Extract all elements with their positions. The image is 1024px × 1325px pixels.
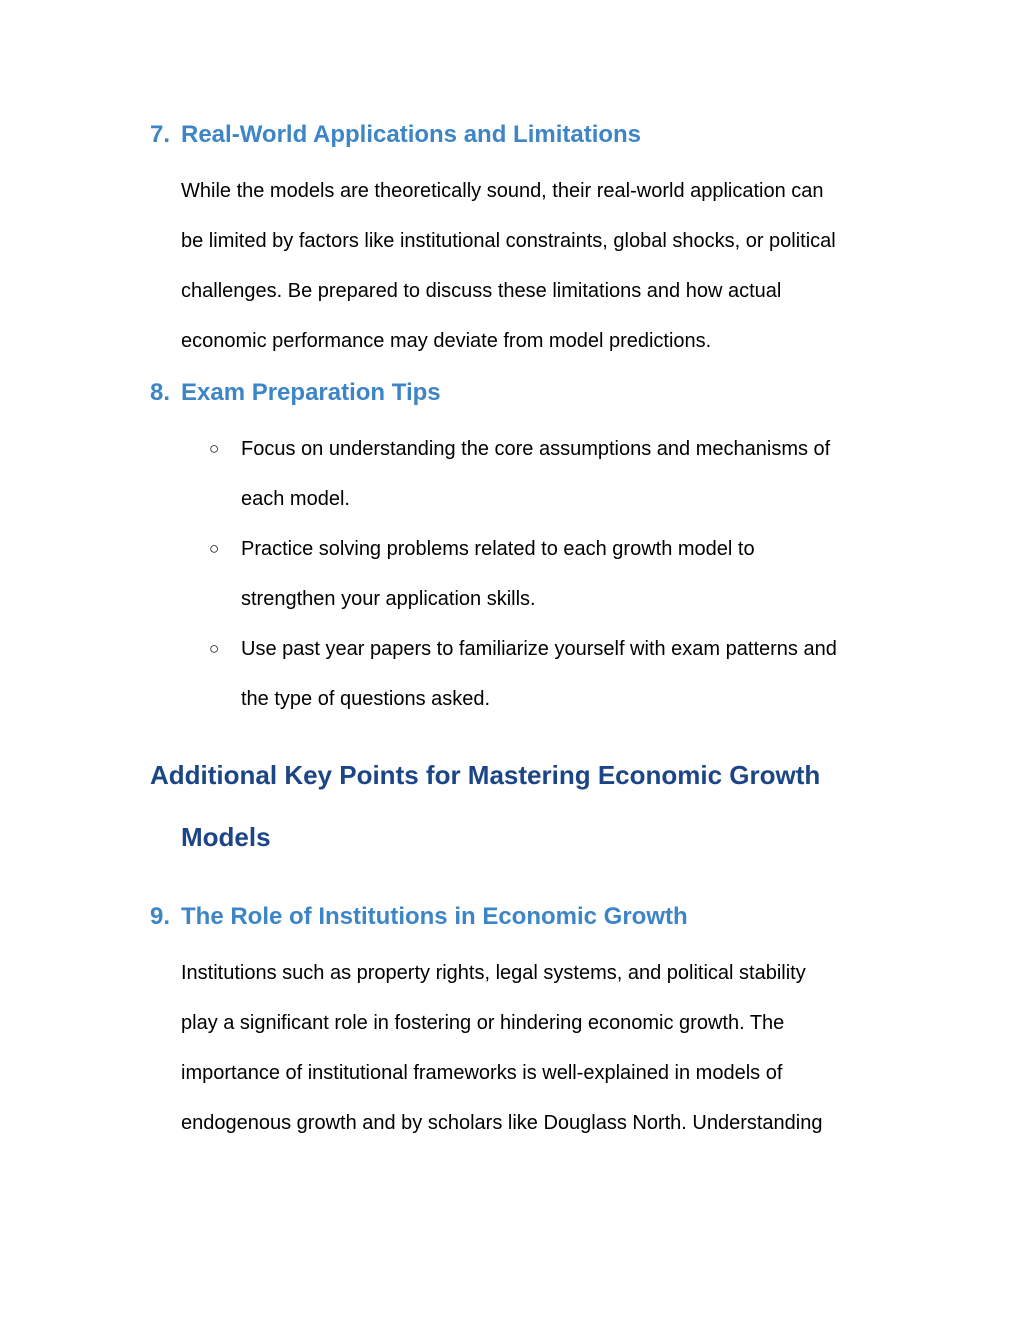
hollow-circle-bullet-icon: ○ <box>209 639 220 658</box>
list-item-line: strengthen your application skills. <box>241 588 536 610</box>
list-item-line: Focus on understanding the core assumptions and mechanisms of <box>241 438 831 460</box>
section-8-title: Exam Preparation Tips <box>181 379 441 406</box>
list-item-line: Practice solving problems related to each growth model to <box>241 538 755 560</box>
hollow-circle-bullet-icon: ○ <box>209 439 220 458</box>
paragraph-line: challenges. Be prepared to discuss these limitations and how actual <box>181 280 782 302</box>
paragraph-line: economic performance may deviate from model predictions. <box>181 330 712 352</box>
heading-line: Models <box>181 822 271 852</box>
section-7-title: Real-World Applications and Limitations <box>181 121 642 148</box>
paragraph-line: While the models are theoretically sound, their real-world application can <box>181 180 824 202</box>
paragraph-line: endogenous growth and by scholars like Douglass North. Understanding <box>181 1112 823 1134</box>
paragraph-line: be limited by factors like institutional constraints, global shocks, or political <box>181 230 836 252</box>
section-9-number: 9. <box>150 903 171 930</box>
paragraph-line: importance of institutional frameworks is well-explained in models of <box>181 1062 783 1084</box>
section-9-title: The Role of Institutions in Economic Growth <box>181 903 688 930</box>
section-8-number: 8. <box>150 379 171 406</box>
list-item-line: the type of questions asked. <box>241 688 491 710</box>
list-item-line: each model. <box>241 488 350 510</box>
paragraph-line: Institutions such as property rights, legal systems, and political stability <box>181 962 806 984</box>
list-item-line: Use past year papers to familiarize yourself with exam patterns and <box>241 638 837 660</box>
hollow-circle-bullet-icon: ○ <box>209 539 220 558</box>
paragraph-line: play a significant role in fostering or hindering economic growth. The <box>181 1012 785 1034</box>
section-7-number: 7. <box>150 121 171 148</box>
heading-line: Additional Key Points for Mastering Economic Growth <box>150 760 821 790</box>
